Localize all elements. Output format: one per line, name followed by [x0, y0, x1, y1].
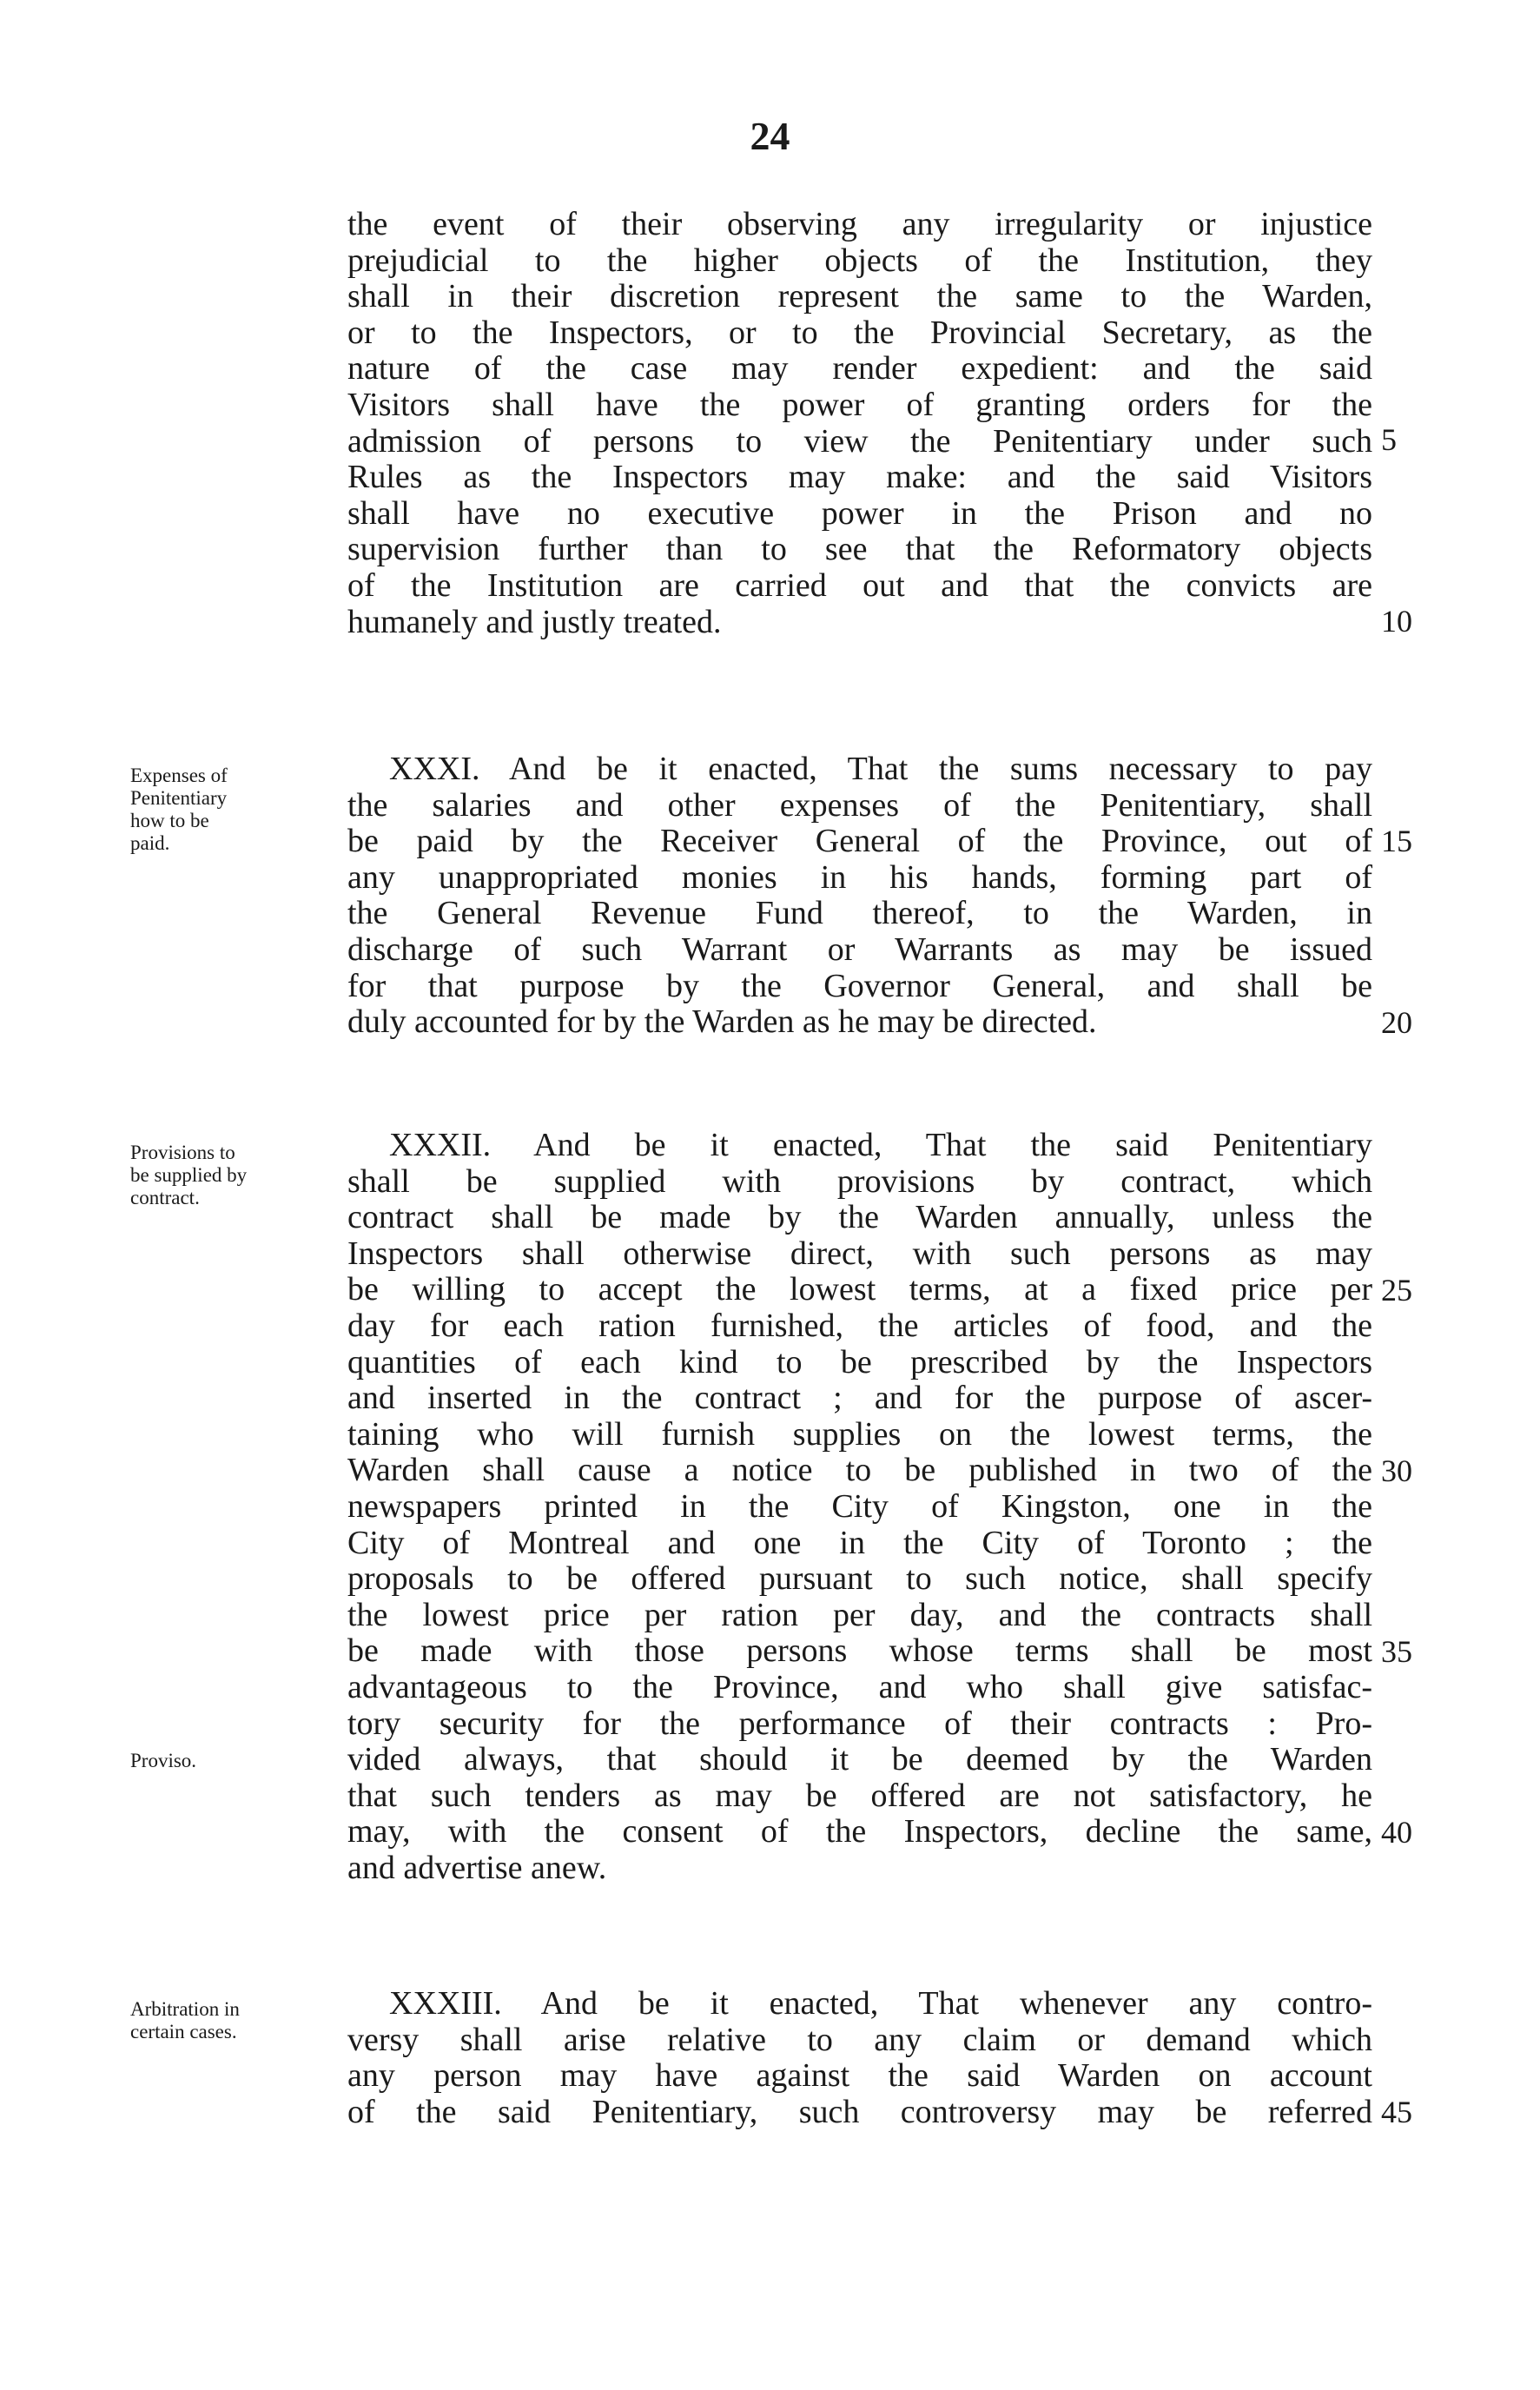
- text-line: XXXIII. And be it enacted, That whenever any contro-: [389, 1985, 1372, 2022]
- text-line: vided always, that should it be deemed by the Warden: [347, 1741, 1372, 1778]
- margin-note-provisions: [130, 1142, 330, 1209]
- text-line: taining who will furnish supplies on the lowest terms, the: [347, 1415, 1372, 1453]
- text-line: be willing to accept the lowest terms, at a fixed price per: [347, 1271, 1372, 1308]
- line-number: 5: [1381, 422, 1397, 457]
- margin-note-line: how to be: [130, 810, 209, 831]
- margin-note-line: contract.: [130, 1187, 200, 1208]
- line-number: 25: [1381, 1273, 1412, 1308]
- text-line: and advertise anew.: [347, 1849, 607, 1886]
- text-line: or to the Inspectors, or to the Provincial Secretary, as the: [347, 314, 1372, 351]
- text-line: contract shall be made by the Warden annually, unless the: [347, 1199, 1372, 1236]
- margin-note-line: Provisions to: [130, 1142, 235, 1163]
- section-xxxii: [347, 1128, 1372, 1886]
- text-line: newspapers printed in the City of Kingston, one in the: [347, 1487, 1372, 1525]
- margin-note-line: Arbitration in: [130, 1998, 240, 2020]
- text-line: proposals to be offered pursuant to such notice, shall specify: [347, 1560, 1372, 1598]
- margin-note-line: paid.: [130, 832, 170, 854]
- text-line: for that purpose by the Governor General, and shall be: [347, 967, 1372, 1004]
- line-number: 15: [1381, 824, 1412, 858]
- line-number: 35: [1381, 1634, 1412, 1669]
- text-line: XXXII. And be it enacted, That the said Penitentiary: [389, 1127, 1372, 1163]
- text-line: advantageous to the Province, and who shall give satisfac-: [347, 1668, 1372, 1705]
- text-line: Inspectors shall otherwise direct, with such persons as may: [347, 1235, 1372, 1272]
- text-line: the salaries and other expenses of the Penitentiary, shall: [347, 786, 1372, 824]
- text-line: discharge of such Warrant or Warrants as may be issued: [347, 930, 1372, 968]
- text-line: shall be supplied with provisions by contract, which: [347, 1162, 1372, 1200]
- text-line: that such tenders as may be offered are not satisfactory, he: [347, 1777, 1372, 1814]
- text-line: may, with the consent of the Inspectors, decline the same,: [347, 1813, 1372, 1850]
- text-line: XXXI. And be it enacted, That the sums necessary to pay: [389, 751, 1372, 787]
- text-line: Rules as the Inspectors may make: and the said Visitors: [347, 459, 1372, 496]
- text-line: of the said Penitentiary, such controversy may be referred: [347, 2093, 1372, 2130]
- text-line: humanely and justly treated.: [347, 603, 722, 640]
- text-line: the lowest price per ration per day, and the contracts shall: [347, 1596, 1372, 1633]
- text-line: be made with those persons whose terms shall be most: [347, 1632, 1372, 1670]
- section-xxxi: [347, 751, 1372, 1041]
- margin-note-line: certain cases.: [130, 2021, 237, 2042]
- text-line: Visitors shall have the power of granting orders for the: [347, 386, 1372, 423]
- text-line: the event of their observing any irregularity or injustice: [347, 206, 1372, 242]
- text-line: Warden shall cause a notice to be published in two of the: [347, 1452, 1372, 1489]
- text-line: prejudicial to the higher objects of the Institution, they: [347, 242, 1372, 279]
- margin-note-arbitration: [130, 1998, 330, 2043]
- text-line: City of Montreal and one in the City of Toronto ; the: [347, 1524, 1372, 1561]
- line-number: 10: [1381, 604, 1412, 639]
- margin-note-line: Proviso.: [130, 1750, 197, 1771]
- margin-note-line: be supplied by: [130, 1164, 248, 1186]
- margin-note-proviso: [130, 1750, 330, 1772]
- text-line: nature of the case may render expedient: and the said: [347, 350, 1372, 387]
- margin-note-line: Expenses of: [130, 765, 228, 786]
- text-line: tory security for the performance of their contracts : Pro-: [347, 1705, 1372, 1742]
- text-line: versy shall arise relative to any claim or demand which: [347, 2021, 1372, 2058]
- line-number: 30: [1381, 1453, 1412, 1488]
- text-line: shall have no executive power in the Prison and no: [347, 494, 1372, 532]
- margin-note-expenses: [130, 765, 330, 855]
- text-line: duly accounted for by the Warden as he may be directed.: [347, 1003, 1097, 1041]
- section-xxxiii: [347, 1986, 1372, 2130]
- text-line: and inserted in the contract ; and for the purpose of ascer-: [347, 1380, 1372, 1417]
- text-line: any unappropriated monies in his hands, forming part of: [347, 858, 1372, 896]
- page-number: 24: [750, 114, 790, 158]
- text-line: the General Revenue Fund thereof, to the Warden, in: [347, 895, 1372, 932]
- text-line: quantities of each kind to be prescribed by the Inspectors: [347, 1343, 1372, 1380]
- paragraph-continuation: [347, 207, 1372, 640]
- text-line: of the Institution are carried out and that the convicts are: [347, 566, 1372, 604]
- text-line: any person may have against the said Warden on account: [347, 2057, 1372, 2095]
- text-line: day for each ration furnished, the articles of food, and the: [347, 1307, 1372, 1344]
- text-line: shall in their discretion represent the same to the Warden,: [347, 278, 1372, 315]
- text-line: admission of persons to view the Penitentiary under such: [347, 422, 1372, 460]
- line-number: 20: [1381, 1005, 1412, 1040]
- text-line: supervision further than to see that the Reformatory objects: [347, 531, 1372, 568]
- margin-note-line: Penitentiary: [130, 787, 228, 809]
- line-number: 40: [1381, 1815, 1412, 1850]
- line-number: 45: [1381, 2095, 1412, 2129]
- text-line: be paid by the Receiver General of the Province, out of: [347, 823, 1372, 860]
